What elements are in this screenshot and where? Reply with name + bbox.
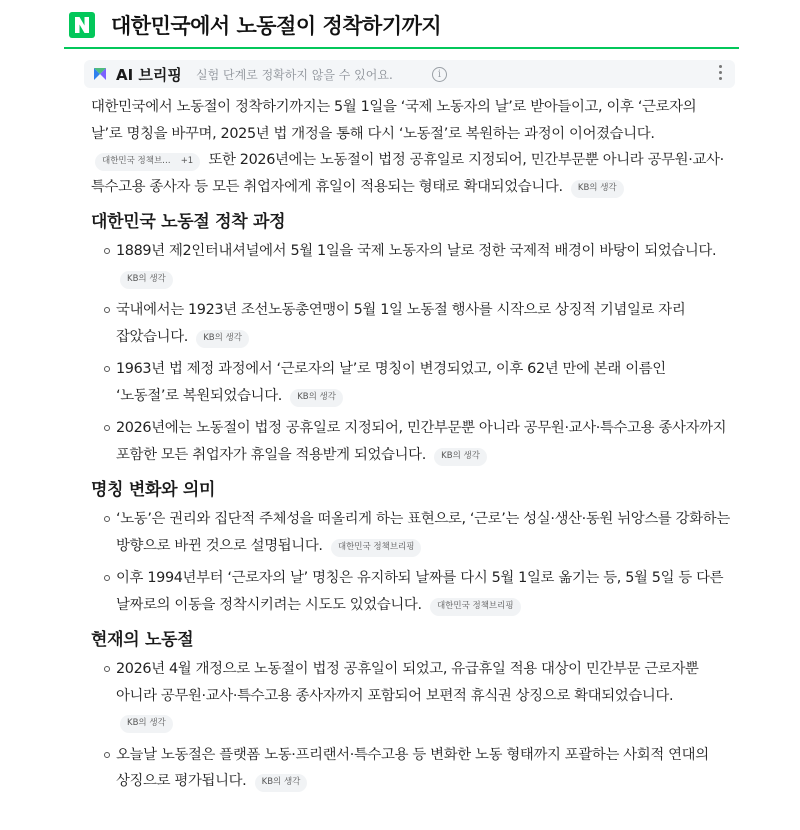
list-item-text: 1963년 법 제정 과정에서 ‘근로자의 날’로 명칭이 변경되었고, 이후 62년 만에 본래 이름인 ‘노동절’로 복원되었습니다. [116,361,666,404]
intro-paragraph [91,94,731,200]
list-item [91,297,731,350]
intro-text-1: 대한민국에서 노동절이 정착하기까지는 5월 1일을 ‘국제 노동자의 날’로 받아들이고, 이후 ‘근로자의 날’로 명칭을 바꾸며, 2025년 법 개정을 통해 다시 ‘노동절’로 복원하는 과정이 이어졌습니다. [91,99,697,142]
source-chip[interactable]: KB의 생각 [290,389,343,407]
source-chip[interactable]: 대한민국 정책브리핑 [430,598,521,616]
more-vertical-icon[interactable] [719,65,723,83]
bullet-icon [104,752,110,758]
bullet-icon [104,307,110,313]
list-item-text: 2026년 4월 개정으로 노동절이 법정 공휴일이 되었고, 유급휴일 적용 대상이 민간부문 근로자뿐 아니라 공무원·교사·특수고용 종사자까지 포함되어 보편적 휴식권 상징으로 확대되었습니다. [116,661,699,704]
list-item-text: 1889년 제2인터내셔널에서 5월 1일을 국제 노동자의 날로 정한 국제적 배경이 바탕이 되었습니다. [116,243,717,259]
section-title: 현재의 노동절 [91,630,194,650]
source-chip[interactable]: KB의 생각 [434,448,487,466]
list-item-text: 국내에서는 1923년 조선노동총연맹이 5월 1일 노동절 행사를 시작으로 상징적 기념일로 자리 잡았습니다. [116,302,686,345]
briefing-content [91,94,731,801]
list-item [91,656,731,736]
list-item [91,356,731,409]
intro-text-2: 또한 2026년에는 노동절이 법정 공휴일로 지정되어, 민간부문뿐 아니라 공무원·교사·특수고용 종사자 등 모든 취업자에게 휴일이 적용되는 형태로 확대되었습니다. [91,152,724,195]
ai-briefing-label: AI 브리핑 [116,66,182,84]
list-item-text: 오늘날 노동절은 플랫폼 노동·프리랜서·특수고용 등 변화한 노동 형태까지 포괄하는 사회적 연대의 상징으로 평가됩니다. [116,746,709,789]
bullet-list [91,506,731,618]
section-title: 대한민국 노동절 정착 과정 [91,212,286,232]
list-item [91,415,731,468]
page-title: 대한민국에서 노동절이 정착하기까지 [111,14,442,38]
source-chip-label: 대한민국 정책브… [102,156,171,166]
bullet-list [91,656,731,795]
source-chip-count: +1 [180,156,194,166]
source-chip[interactable]: KB의 생각 [120,271,173,289]
bullet-icon [104,666,110,672]
list-item [91,506,731,559]
ai-disclaimer: 실험 단계로 정확하지 않을 수 있어요. [196,68,393,82]
source-chip[interactable]: KB의 생각 [120,715,173,733]
source-chip[interactable]: KB의 생각 [255,774,308,792]
list-item-text: 2026년에는 노동절이 법정 공휴일로 지정되어, 민간부문뿐 아니라 공무원·교사·특수고용 종사자까지 포함한 모든 취업자가 휴일을 적용받게 되었습니다. [116,420,727,463]
source-chip[interactable]: 대한민국 정책브리핑 [331,539,422,557]
source-chip[interactable]: KB의 생각 [571,180,624,198]
info-icon[interactable]: i [432,67,447,82]
list-item [91,742,731,795]
bullet-icon [104,248,110,254]
list-item-text: ‘노동’은 권리와 집단적 주체성을 떠올리게 하는 표현으로, ‘근로’는 성실·생산·동원 뉘앙스를 강화하는 방향으로 바뀐 것으로 설명됩니다. [116,511,730,554]
bullet-list [91,238,731,468]
list-item [91,238,731,291]
naver-n-icon[interactable] [69,12,95,38]
header-divider [64,47,739,49]
ai-sparkle-icon [92,66,108,82]
header [0,0,800,50]
ai-briefing-bar [84,60,735,88]
list-item [91,565,731,618]
source-chip[interactable] [95,153,200,171]
section-title: 명칭 변화와 의미 [91,480,216,500]
bullet-icon [104,425,110,431]
bullet-icon [104,575,110,581]
bullet-icon [104,366,110,372]
bullet-icon [104,516,110,522]
source-chip[interactable]: KB의 생각 [196,330,249,348]
list-item-text: 이후 1994년부터 ‘근로자의 날’ 명칭은 유지하되 날짜를 다시 5월 1일로 옮기는 등, 5월 5일 등 다른 날짜로의 이동을 정착시키려는 시도도 있었습니다. [116,570,724,613]
